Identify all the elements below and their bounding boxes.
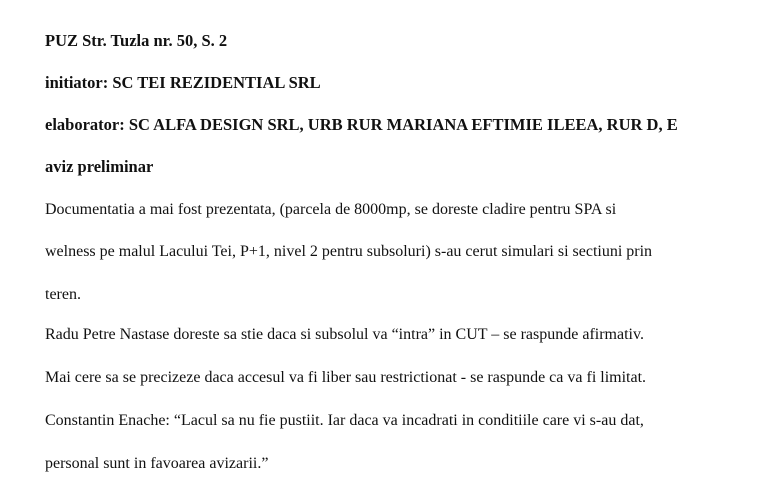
paragraph-line: Mai cere sa se precizeze daca accesul va fi liber sau restrictionat - se raspunde ca va fi limitat.	[45, 369, 647, 386]
initiator-line: initiator: SC TEI REZIDENTIAL SRL	[45, 73, 321, 92]
paragraph-line: Constantin Enache: “Lacul sa nu fie pustiit. Iar daca va incadrati in conditiile care vi s-au dat,	[45, 412, 644, 429]
document-title: PUZ Str. Tuzla nr. 50, S. 2	[45, 31, 228, 50]
paragraph-line: personal sunt in favoarea avizarii.”	[45, 455, 269, 472]
status-line: aviz preliminar	[45, 157, 154, 176]
paragraph-line: teren.	[45, 286, 81, 303]
elaborator-line: elaborator: SC ALFA DESIGN SRL, URB RUR MARIANA EFTIMIE ILEEA, RUR D, E	[45, 115, 678, 134]
paragraph-line: Radu Petre Nastase doreste sa stie daca si subsolul va “intra” in CUT – se raspunde afirmativ.	[45, 326, 644, 343]
paragraph-line: Documentatia a mai fost prezentata, (parcela de 8000mp, se doreste cladire pentru SPA si	[45, 201, 617, 218]
paragraph-line: welness pe malul Lacului Tei, P+1, nivel 2 pentru subsoluri) s-au cerut simulari si sectiuni prin	[45, 243, 653, 260]
